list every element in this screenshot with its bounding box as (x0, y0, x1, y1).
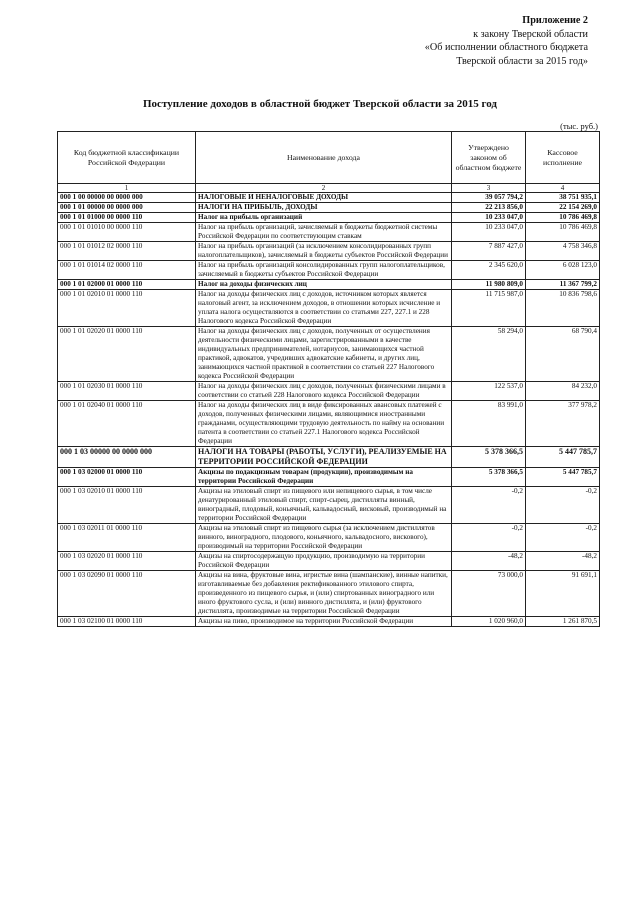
budget-code-cell: 000 1 01 01014 02 0000 110 (58, 261, 196, 280)
revenue-table (57, 131, 600, 627)
appendix-header (425, 14, 588, 68)
budget-code-cell: 000 1 03 02020 01 0000 110 (58, 552, 196, 571)
approved-amount-cell: 1 020 960,0 (452, 617, 526, 627)
revenue-name-cell: Налог на прибыль организаций (196, 213, 452, 223)
table-row (58, 193, 600, 203)
column-number-row (58, 184, 600, 193)
executed-amount-cell: -0,2 (526, 524, 600, 552)
budget-code-cell: 000 1 01 02000 01 0000 110 (58, 280, 196, 290)
approved-amount-cell: 122 537,0 (452, 382, 526, 401)
budget-code-cell: 000 1 01 02010 01 0000 110 (58, 290, 196, 327)
table-row (58, 327, 600, 382)
col-number: 3 (452, 184, 526, 193)
approved-amount-cell: 39 057 794,2 (452, 193, 526, 203)
table-row (58, 487, 600, 524)
table-row (58, 223, 600, 242)
revenue-name-cell: Акцизы на этиловый спирт из пищевого или непищевого сырья, в том числе денатурированный этиловый спирт, спирт-сырец, дистилляты винный, виноградный, плодовый, коньячный, кальвадосный, висковый, производимый на территории Российской Федерации (196, 487, 452, 524)
executed-amount-cell: 10 836 798,6 (526, 290, 600, 327)
approved-amount-cell: 83 991,0 (452, 401, 526, 447)
executed-amount-cell: 11 367 799,2 (526, 280, 600, 290)
executed-amount-cell: 10 786 469,8 (526, 213, 600, 223)
revenue-name-cell: НАЛОГОВЫЕ И НЕНАЛОГОВЫЕ ДОХОДЫ (196, 193, 452, 203)
revenue-name-cell: Акцизы по подакцизным товарам (продукции), производимым на территории Российской Федерации (196, 468, 452, 487)
col-header-approved: Утверждено законом об областном бюджете (452, 132, 526, 184)
executed-amount-cell: 4 758 346,8 (526, 242, 600, 261)
table-row (58, 242, 600, 261)
table-row (58, 290, 600, 327)
executed-amount-cell: 5 447 785,7 (526, 468, 600, 487)
executed-amount-cell: -0,2 (526, 487, 600, 524)
approved-amount-cell: 5 378 366,5 (452, 468, 526, 487)
units-label: (тыс. руб.) (560, 121, 598, 131)
budget-code-cell: 000 1 03 02010 01 0000 110 (58, 487, 196, 524)
budget-code-cell: 000 1 03 02000 01 0000 110 (58, 468, 196, 487)
budget-code-cell: 000 1 03 02090 01 0000 110 (58, 571, 196, 617)
executed-amount-cell: 84 232,0 (526, 382, 600, 401)
approved-amount-cell: 11 715 987,0 (452, 290, 526, 327)
table-header-row (58, 132, 600, 184)
executed-amount-cell: 377 978,2 (526, 401, 600, 447)
executed-amount-cell: 68 790,4 (526, 327, 600, 382)
executed-amount-cell: 91 691,1 (526, 571, 600, 617)
executed-amount-cell: -48,2 (526, 552, 600, 571)
table-row (58, 447, 600, 468)
appendix-number: Приложение 2 (522, 15, 588, 26)
executed-amount-cell: 22 154 269,0 (526, 203, 600, 213)
budget-code-cell: 000 1 01 02030 01 0000 110 (58, 382, 196, 401)
budget-code-cell: 000 1 03 00000 00 0000 000 (58, 447, 196, 468)
revenue-name-cell: Налог на доходы физических лиц с доходов, полученных от осуществления деятельности физическими лицами, зарегистрированными в качестве индивидуальных предпринимателей, нотариусов, занимающихся частной практикой, адвокатов, учредивших адвокатские кабинеты, и других лиц, занимающихся частной практикой в соответствии со статьей 227 Налогового кодекса Российской Федерации (196, 327, 452, 382)
table-row (58, 468, 600, 487)
approved-amount-cell: 11 980 809,0 (452, 280, 526, 290)
budget-code-cell: 000 1 01 02040 01 0000 110 (58, 401, 196, 447)
approved-amount-cell: 7 887 427,0 (452, 242, 526, 261)
table-row (58, 280, 600, 290)
budget-code-cell: 000 1 00 00000 00 0000 000 (58, 193, 196, 203)
revenue-name-cell: Акцизы на спиртосодержащую продукцию, производимую на территории Российской Федерации (196, 552, 452, 571)
table-row (58, 552, 600, 571)
budget-code-cell: 000 1 03 02100 01 0000 110 (58, 617, 196, 627)
table-row (58, 524, 600, 552)
appendix-law-ref: к закону Тверской области (473, 28, 588, 40)
budget-code-cell: 000 1 01 02020 01 0000 110 (58, 327, 196, 382)
revenue-name-cell: НАЛОГИ НА ПРИБЫЛЬ, ДОХОДЫ (196, 203, 452, 213)
table-row (58, 571, 600, 617)
document-title: Поступление доходов в областной бюджет Тверской области за 2015 год (143, 98, 497, 110)
executed-amount-cell: 10 786 469,8 (526, 223, 600, 242)
revenue-name-cell: Акцизы на этиловый спирт из пищевого сырья (за исключением дистиллятов винного, виноградного, плодового, коньячного, кальвадосного, вискового), производимый на территории Российской Федерации (196, 524, 452, 552)
revenue-name-cell: Налог на доходы физических лиц (196, 280, 452, 290)
budget-code-cell: 000 1 01 01012 02 0000 110 (58, 242, 196, 261)
appendix-law-title: «Об исполнении областного бюджета (424, 42, 588, 53)
revenue-name-cell: Налог на прибыль организаций, зачисляемый в бюджеты бюджетной системы Российской Федерации по соответствующим ставкам (196, 223, 452, 242)
table-row (58, 382, 600, 401)
executed-amount-cell: 6 028 123,0 (526, 261, 600, 280)
revenue-name-cell: Налог на прибыль организаций консолидированных групп налогоплательщиков, зачисляемый в бюджеты субъектов Российской Федерации (196, 261, 452, 280)
approved-amount-cell: 73 000,0 (452, 571, 526, 617)
approved-amount-cell: -0,2 (452, 487, 526, 524)
executed-amount-cell: 1 261 870,5 (526, 617, 600, 627)
budget-code-cell: 000 1 03 02011 01 0000 110 (58, 524, 196, 552)
table-row (58, 203, 600, 213)
budget-code-cell: 000 1 01 00000 00 0000 000 (58, 203, 196, 213)
table-row (58, 213, 600, 223)
revenue-name-cell: Налог на доходы физических лиц в виде фиксированных авансовых платежей с доходов, полученных физическими лицами, являющимися иностранными гражданами, осуществляющими трудовую деятельность по найму на основании патента в соответствии со статьей 227.1 Налогового кодекса Российской Федерации (196, 401, 452, 447)
col-header-executed: Кассовое исполнение (526, 132, 600, 184)
approved-amount-cell: 22 213 856,0 (452, 203, 526, 213)
col-number: 4 (526, 184, 600, 193)
approved-amount-cell: 2 345 620,0 (452, 261, 526, 280)
table-row (58, 617, 600, 627)
revenue-name-cell: Налог на прибыль организаций (за исключением консолидированных групп налогоплательщиков), зачисляемый в бюджеты субъектов Российской Федерации (196, 242, 452, 261)
col-number: 2 (196, 184, 452, 193)
approved-amount-cell: 58 294,0 (452, 327, 526, 382)
appendix-law-title-cont: Тверской области за 2015 год» (456, 55, 588, 67)
revenue-name-cell: Налог на доходы физических лиц с доходов, полученных физическими лицами в соответствии со статьей 228 Налогового кодекса Российской Федерации (196, 382, 452, 401)
approved-amount-cell: -0,2 (452, 524, 526, 552)
table-row (58, 401, 600, 447)
approved-amount-cell: 5 378 366,5 (452, 447, 526, 468)
budget-code-cell: 000 1 01 01000 00 0000 110 (58, 213, 196, 223)
revenue-name-cell: НАЛОГИ НА ТОВАРЫ (РАБОТЫ, УСЛУГИ), РЕАЛИЗУЕМЫЕ НА ТЕРРИТОРИИ РОССИЙСКОЙ ФЕДЕРАЦИИ (196, 447, 452, 468)
revenue-name-cell: Акцизы на пиво, производимое на территории Российской Федерации (196, 617, 452, 627)
approved-amount-cell: 10 233 047,0 (452, 223, 526, 242)
executed-amount-cell: 38 751 935,1 (526, 193, 600, 203)
approved-amount-cell: 10 233 047,0 (452, 213, 526, 223)
executed-amount-cell: 5 447 785,7 (526, 447, 600, 468)
col-header-name: Наименование дохода (196, 132, 452, 184)
table-row (58, 261, 600, 280)
col-number: 1 (58, 184, 196, 193)
approved-amount-cell: -48,2 (452, 552, 526, 571)
budget-code-cell: 000 1 01 01010 00 0000 110 (58, 223, 196, 242)
col-header-code: Код бюджетной классификации Российской Федерации (58, 132, 196, 184)
revenue-name-cell: Акцизы на вина, фруктовые вина, игристые вина (шампанские), винные напитки, изготавливаемые без добавления ректификованного этилового спирта, произведенного из пищевого сырья, и (или) спиртованных виноградного или иного фруктового сусла, и (или) винного дистиллята, и (или) фруктового дистиллята, производимые на территории Российской Федерации (196, 571, 452, 617)
revenue-name-cell: Налог на доходы физических лиц с доходов, источником которых является налоговый агент, за исключением доходов, в отношении которых исчисление и уплата налога осуществляются в соответствии со статьями 227, 227.1 и 228 Налогового кодекса Российской Федерации (196, 290, 452, 327)
